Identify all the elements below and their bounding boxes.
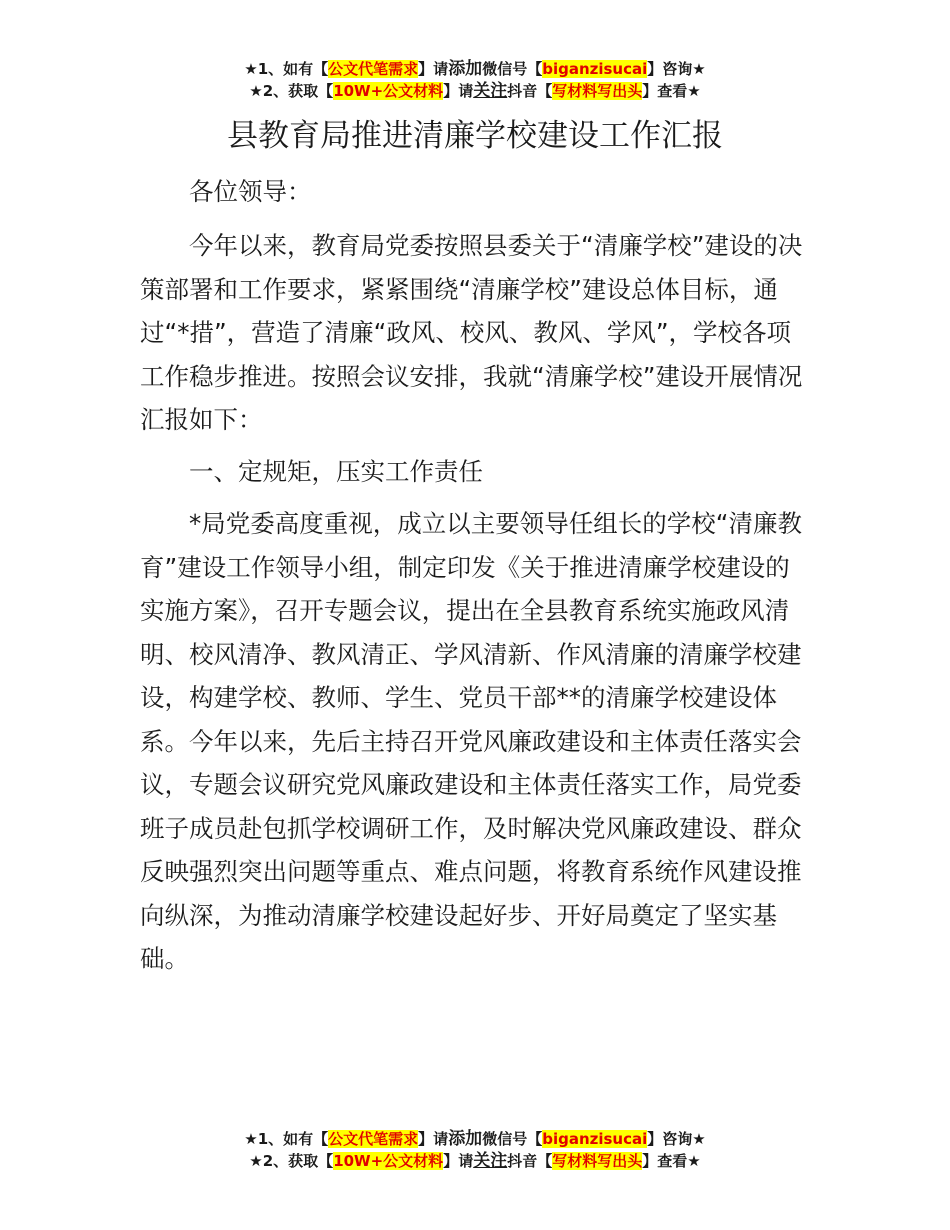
- promo-highlight: biganzisucai: [542, 1130, 648, 1148]
- paragraph-text: 今年以来，教育局党委按照县委关于“清廉学校”建设的决策部署和工作要求，紧紧围绕“清廉学校”建设总体目标，通过“*措”，营造了清廉“政风、校风、教风、学风”，学校各项工作稳步推进。按照会议安排，我就“清廉学校”建设开展情况汇报如下：: [140, 231, 803, 434]
- promo-text: ★1、如有【: [244, 60, 329, 78]
- section-heading-text: 一、定规矩，压实工作责任: [189, 457, 483, 486]
- promo-text: 】请: [443, 1152, 474, 1170]
- promo-banner-top: [0, 58, 950, 102]
- greeting: [140, 170, 812, 214]
- promo-emphasis: 添加: [448, 59, 483, 79]
- promo-text: 】请: [443, 82, 474, 100]
- promo-text: 】查看★: [642, 1152, 701, 1170]
- promo-highlight: 10W+公文材料: [333, 1152, 444, 1170]
- promo-text: 微信号【: [482, 1130, 543, 1148]
- document-title: 县教育局推进清廉学校建设工作汇报: [227, 118, 723, 154]
- promo-text: 】咨询★: [647, 60, 706, 78]
- promo-text: ★1、如有【: [244, 1130, 329, 1148]
- paragraph-text: *局党委高度重视，成立以主要领导任组长的学校“清廉教育”建设工作领导小组，制定印发《关于推进清廉学校建设的实施方案》，召开专题会议，提出在全县教育系统实施政风清明、校风清净、教风清正、学风清新、作风清廉的清廉学校建设，构建学校、教师、学生、党员干部**的清廉学校建设体系。今年以来，先后主持召开党风廉政建设和主体责任落实会议，专题会议研究党风廉政建设和主体责任落实工作，局党委班子成员赴包抓学校调研工作，及时解决党风廉政建设、群众反映强烈突出问题等重点、难点问题，将教育系统作风建设推向纵深，为推动清廉学校建设起好步、开好局奠定了坚实基础。: [140, 509, 802, 973]
- promo-emphasis: 关注: [473, 81, 508, 101]
- promo-line-1: [0, 1128, 950, 1150]
- promo-text: 抖音【: [507, 82, 553, 100]
- promo-text: 抖音【: [507, 1152, 553, 1170]
- section-heading: [140, 450, 812, 494]
- promo-highlight: 写材料写出头: [552, 1152, 643, 1170]
- promo-text: 】咨询★: [647, 1130, 706, 1148]
- promo-text: 】请: [418, 60, 449, 78]
- promo-highlight: biganzisucai: [542, 60, 648, 78]
- promo-text: ★2、获取【: [249, 82, 334, 100]
- promo-text: 】请: [418, 1130, 449, 1148]
- promo-highlight: 公文代笔需求: [328, 1130, 419, 1148]
- promo-text: 微信号【: [482, 60, 543, 78]
- promo-highlight: 公文代笔需求: [328, 60, 419, 78]
- promo-text: 】查看★: [642, 82, 701, 100]
- promo-highlight: 10W+公文材料: [333, 82, 444, 100]
- promo-text: ★2、获取【: [249, 1152, 334, 1170]
- promo-emphasis: 添加: [448, 1129, 483, 1149]
- promo-emphasis: 关注: [473, 1151, 508, 1171]
- promo-highlight: 写材料写出头: [552, 82, 643, 100]
- promo-line-1: [0, 58, 950, 80]
- paragraph-intro: [140, 224, 812, 442]
- promo-line-2: [0, 1150, 950, 1172]
- greeting-text: 各位领导：: [189, 177, 312, 206]
- promo-line-2: [0, 80, 950, 102]
- paragraph-section-1: [140, 502, 812, 981]
- promo-banner-bottom: [0, 1128, 950, 1172]
